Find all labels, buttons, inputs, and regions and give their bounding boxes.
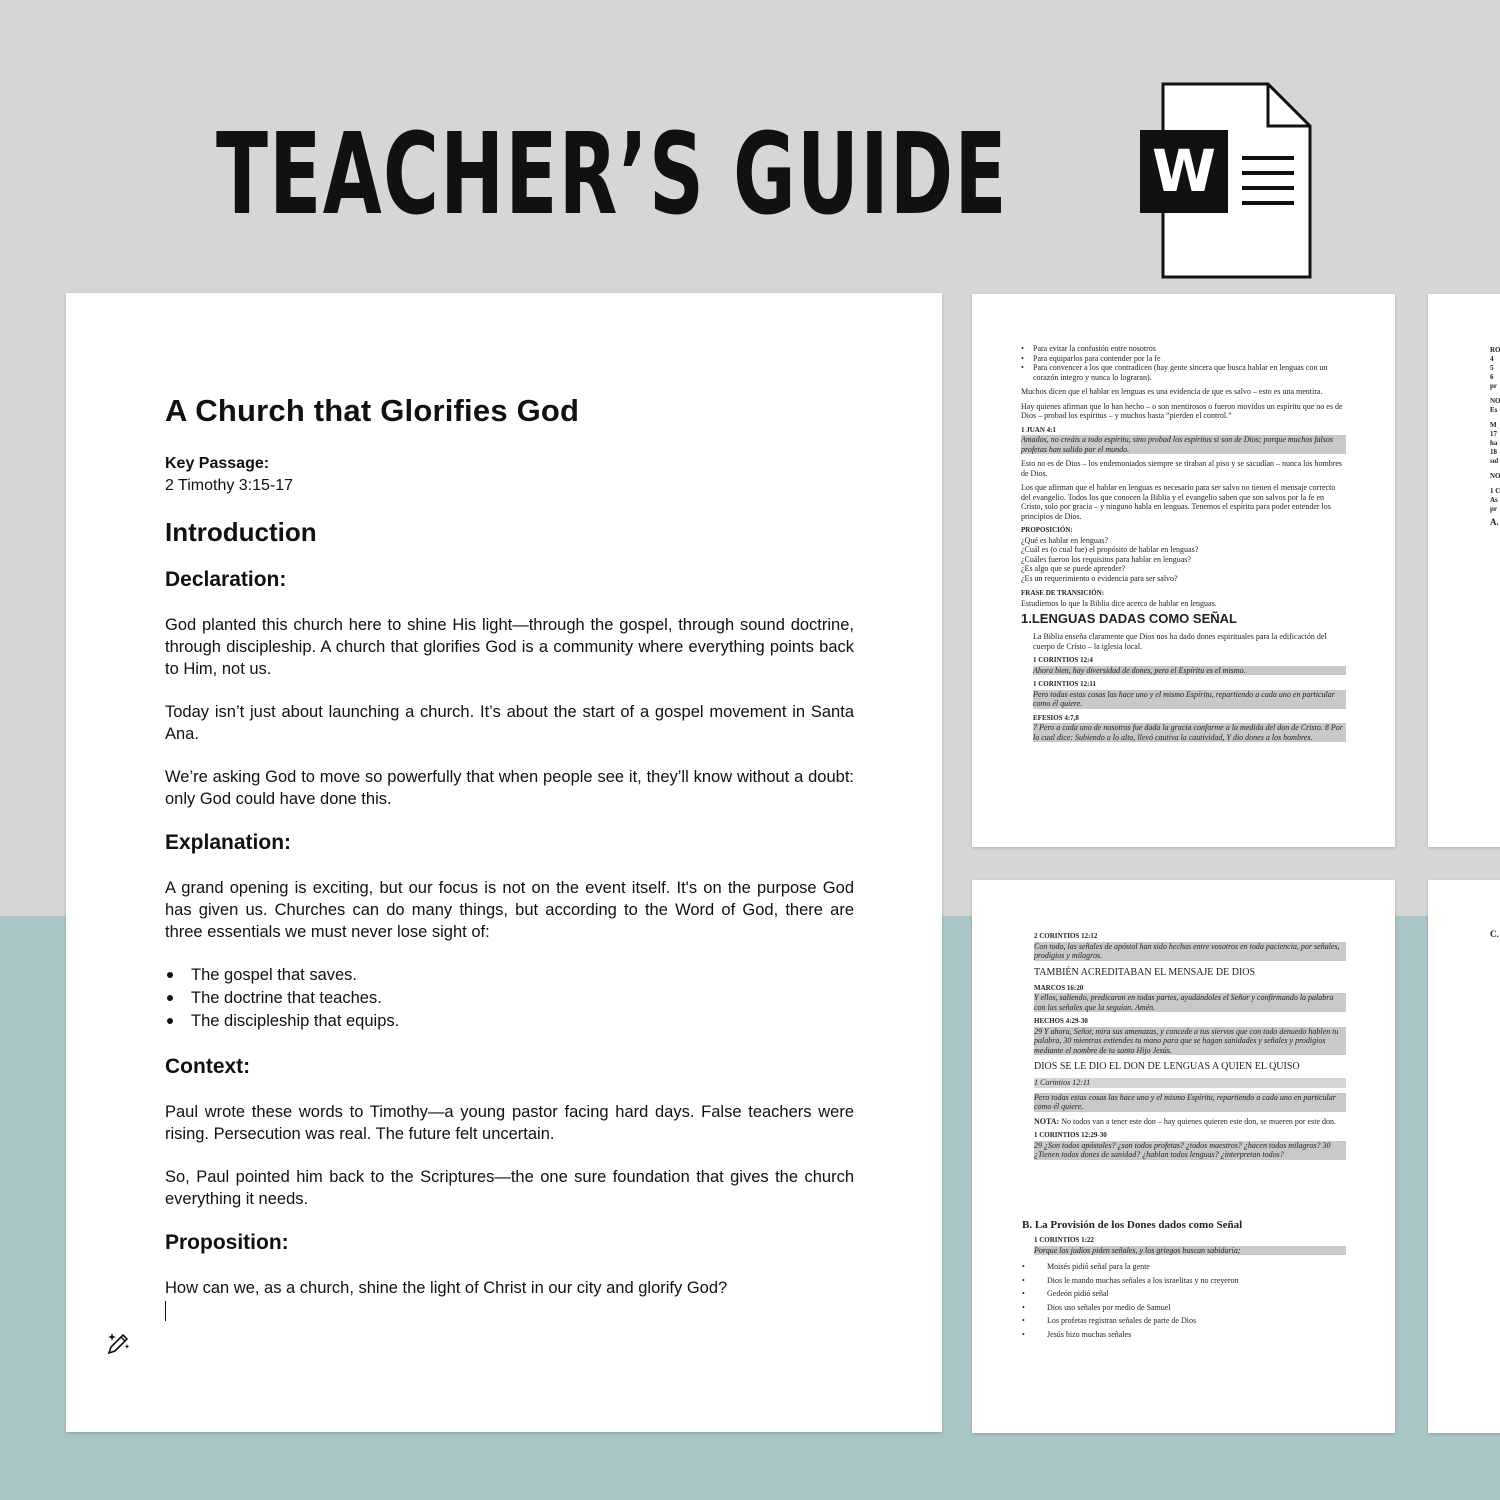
explanation-paragraph: A grand opening is exciting, but our focus is not on the event itself. It's on the purpose God has given us. Churches can do many things, but according to the Word of God, there are three essentials we must never lose sight of: bbox=[165, 879, 854, 941]
body-text: La Biblia enseña claramente que Dios nos ha dado dones espirituales para la edificación del cuerpo de Cristo – la iglesia local. bbox=[1033, 632, 1327, 651]
word-document-icon bbox=[1138, 82, 1313, 280]
transition-label: FRASE DE TRANSICIÓN: bbox=[1021, 589, 1105, 597]
scripture-quote: Pero todas estas cosas las hace uno y el mismo Espíritu, repartiendo a cada uno en particular como él quiere. bbox=[1033, 690, 1346, 709]
scripture-reference: 1 JUAN 4:1 bbox=[1021, 425, 1056, 434]
list-item: • Jesús hizo muchas señales bbox=[1022, 1328, 1346, 1342]
text-cursor bbox=[165, 1301, 166, 1321]
note-text: No todos van a tener este don – hay quienes quieren este don, se mueren por este don. bbox=[1061, 1116, 1336, 1126]
cropped-text: M bbox=[1490, 421, 1497, 429]
question: ¿Es algo que se puede aprender? bbox=[1021, 564, 1126, 573]
declaration-paragraph: We’re asking God to move so powerfully that when people see it, they’ll know without a doubt: only God could have done this. bbox=[165, 768, 854, 808]
body-text: Hay quienes afirman que lo han hecho – o son mentirosos o fueron movidos un espíritu que no es de Dios – probad los espíritus – y muchos hasta “pierden el control.” bbox=[1021, 401, 1343, 420]
key-passage-label: Key Passage: bbox=[165, 455, 270, 472]
scripture-quote: 7 Pero a cada uno de nosotros fue dada la gracia conforme a la medida del don de Cristo. 8 Por lo cual dice: Subiendo a lo alto, llevó cautiva la cautividad, Y dio dones a los hombres. bbox=[1033, 723, 1346, 742]
document-title: A Church that Glorifies God bbox=[165, 393, 580, 428]
scripture-quote: Y ellos, saliendo, predicaron en todas partes, ayudándoles el Señor y confirmando la palabra con las señales que la seguían. Amén. bbox=[1034, 993, 1346, 1012]
scripture-quote: Con todo, las señales de apóstol han sido hechas entre vosotros en toda paciencia, por señales, prodigios y milagros. bbox=[1034, 942, 1346, 961]
scripture-quote: Ahora bien, hay diversidad de dones, pero el Espíritu es el mismo. bbox=[1033, 666, 1346, 676]
list-item: The doctrine that teaches. bbox=[165, 987, 854, 1010]
svg-text:W: W bbox=[1152, 137, 1216, 205]
key-passage-value: 2 Timothy 3:15-17 bbox=[165, 477, 294, 494]
cropped-text: C. bbox=[1490, 929, 1499, 939]
question: ¿Qué es hablar en lenguas? bbox=[1021, 535, 1109, 545]
cropped-text: 4 bbox=[1490, 355, 1494, 363]
cropped-text: RO bbox=[1490, 346, 1500, 354]
list-item: • Gedeón pidió señal bbox=[1022, 1287, 1346, 1301]
scripture-reference: 1 CORINTIOS 12:11 bbox=[1033, 680, 1097, 688]
proposition-paragraph: How can we, as a church, shine the light of Christ in our city and glorify God? bbox=[165, 1279, 728, 1297]
scripture-reference: 1 CORINTIOS 12:4 bbox=[1033, 656, 1093, 664]
transition-text: Estudiemos lo que la Biblia dice acerca de hablar en lenguas. bbox=[1021, 598, 1217, 608]
cropped-text: pr bbox=[1490, 505, 1497, 513]
list-item: • Los profetas registran señales de parte de Dios bbox=[1022, 1314, 1346, 1328]
section-heading: 1.LENGUAS DADAS COMO SEÑAL bbox=[1021, 611, 1237, 626]
list-item: • Para equiparlos para contender por la fe bbox=[1021, 354, 1346, 364]
cropped-text: 6 bbox=[1490, 373, 1494, 381]
scripture-quote: Porque los judíos piden señales, y los griegos buscan sabiduría; bbox=[1034, 1246, 1346, 1256]
declaration-paragraph: God planted this church here to shine His light—through the gospel, through sound doctrine, through discipleship. A church that glorifies God is a community where everything points back to Him, not us. bbox=[165, 616, 854, 678]
scripture-reference: EFESIOS 4:7,8 bbox=[1033, 713, 1079, 722]
cropped-text: 1 C bbox=[1490, 487, 1500, 495]
proposition-heading: Proposition: bbox=[165, 1231, 289, 1254]
context-paragraph: Paul wrote these words to Timothy—a young pastor facing hard days. False teachers were rising. Persecution was real. The future felt uncertain. bbox=[165, 1103, 854, 1143]
cropped-text: NO bbox=[1490, 397, 1500, 405]
scripture-reference: MARCOS 16:20 bbox=[1034, 983, 1084, 992]
caption-heading: TAMBIÉN ACREDITABAN EL MENSAJE DE DIOS bbox=[1034, 966, 1256, 978]
cropped-text: sol bbox=[1490, 457, 1499, 465]
scripture-reference: 1 Corintios 12:11 bbox=[1034, 1078, 1346, 1088]
proposition-label: PROPOSICIÓN: bbox=[1021, 526, 1073, 534]
note-label: NOTA: bbox=[1034, 1116, 1060, 1126]
banner-title: TEACHER’S GUIDE bbox=[216, 110, 1008, 240]
scripture-reference: 1 CORINTIOS 1:22 bbox=[1034, 1236, 1094, 1244]
spanish-page-thumbnail[interactable] bbox=[972, 294, 1395, 847]
question: ¿Es un requerimiento o evidencia para ser salvo? bbox=[1021, 573, 1178, 583]
scripture-quote: Amados, no creáis a todo espíritu, sino probad los espíritus si son de Dios; porque muchos falsos profetas han salido por el mundo. bbox=[1021, 435, 1346, 454]
body-text: Muchos dicen que el hablar en lenguas es una evidencia de que es salvo – esto es una mentira. bbox=[1021, 387, 1323, 396]
cropped-text: 5 bbox=[1490, 364, 1494, 372]
explanation-heading: Explanation: bbox=[165, 831, 292, 854]
context-paragraph: So, Paul pointed him back to the Scriptures—the one sure foundation that gives the church everything it needs. bbox=[165, 1168, 854, 1208]
cropped-text: A. bbox=[1490, 517, 1499, 527]
list-item: • Para evitar la confusión entre nosotros bbox=[1021, 344, 1346, 354]
ai-rewrite-icon[interactable] bbox=[106, 1330, 132, 1356]
caption-heading: DIOS SE LE DIO EL DON DE LENGUAS A QUIEN EL QUISO bbox=[1034, 1061, 1300, 1072]
cropped-text: NO bbox=[1490, 472, 1500, 480]
introduction-heading: Introduction bbox=[165, 517, 317, 547]
cropped-text: 18 bbox=[1490, 448, 1497, 456]
scripture-reference: HECHOS 4:29-30 bbox=[1034, 1017, 1088, 1025]
body-text: Los que afirman que el hablar en lenguas es necesario para ser salvo no tienen el mensaje correcto del evangelio. Todos los que conocen la Biblia y el evangelio saben que son salvos por la fe en Cristo, solo por gracia – y ninguno habla en lenguas. Tenemos el espíritu para poder entender los principios de Dios. bbox=[1021, 483, 1336, 521]
essentials-list bbox=[165, 964, 854, 1033]
list-item: The gospel that saves. bbox=[165, 964, 854, 987]
question: ¿Cuáles fueron los requisitos para hablar en lenguas? bbox=[1021, 554, 1191, 564]
list-item: • Dios le mando muchas señales a los israelitas y no creyeron bbox=[1022, 1274, 1346, 1288]
main-document-page[interactable] bbox=[66, 293, 942, 1432]
cropped-text: Es bbox=[1490, 406, 1498, 414]
subsection-heading: B. La Provisión de los Dones dados como Señal bbox=[1022, 1219, 1243, 1231]
declaration-paragraph: Today isn’t just about launching a church. It’s about the start of a gospel movement in Santa Ana. bbox=[165, 703, 854, 743]
body-text: Esto no es de Dios – los endemoniados siempre se tiraban al piso y se sacudían – nunca los hombres de Dios. bbox=[1021, 459, 1343, 478]
cropped-text: 17 bbox=[1490, 430, 1497, 438]
spanish-page-thumbnail[interactable] bbox=[972, 880, 1395, 1433]
cropped-text: As bbox=[1490, 496, 1498, 504]
cropped-text: ha bbox=[1490, 439, 1498, 447]
scripture-reference: 2 CORINTIOS 12:12 bbox=[1034, 932, 1098, 940]
context-heading: Context: bbox=[165, 1055, 251, 1078]
scripture-quote: 29 ¿Son todos apóstoles? ¿son todos profetas? ¿todos maestros? ¿hacen todos milagros? 30 ¿Tienen todos dones de sanidad? ¿hablan todos lenguas? ¿interpretan todos? bbox=[1034, 1141, 1346, 1160]
list-item: • Dios uso señales por medio de Samuel bbox=[1022, 1301, 1346, 1315]
list-item: The discipleship that equips. bbox=[165, 1010, 854, 1033]
spanish-page-thumbnail[interactable] bbox=[1428, 294, 1500, 847]
declaration-heading: Declaration: bbox=[165, 568, 287, 591]
list-item: • Para convencer a los que contradicen (hay gente sincera que busca hablar en lenguas con un corazón íntegro y nunca lo lograran). bbox=[1021, 363, 1346, 382]
scripture-quote: Pero todas estas cosas las hace uno y el mismo Espíritu, repartiendo a cada uno en particular como él quiere. bbox=[1034, 1093, 1346, 1112]
scripture-quote: 29 Y ahora, Señor, mira sus amenazas, y concede a tus siervos que con todo denuedo hablen tu palabra, 30 mientras extiendes tu mano para que se hagan sanidades y señales y prodigios mediante el nombre de tu santo Hijo Jesús. bbox=[1034, 1027, 1346, 1056]
scripture-reference: 1 CORINTIOS 12:29-30 bbox=[1034, 1131, 1107, 1139]
cropped-text: pr bbox=[1490, 382, 1497, 390]
list-item: • Moisés pidió señal para la gente bbox=[1022, 1260, 1346, 1274]
spanish-page-thumbnail[interactable] bbox=[1428, 880, 1500, 1433]
question: ¿Cuál es (o cual fue) el propósito de hablar en lenguas? bbox=[1021, 545, 1199, 554]
